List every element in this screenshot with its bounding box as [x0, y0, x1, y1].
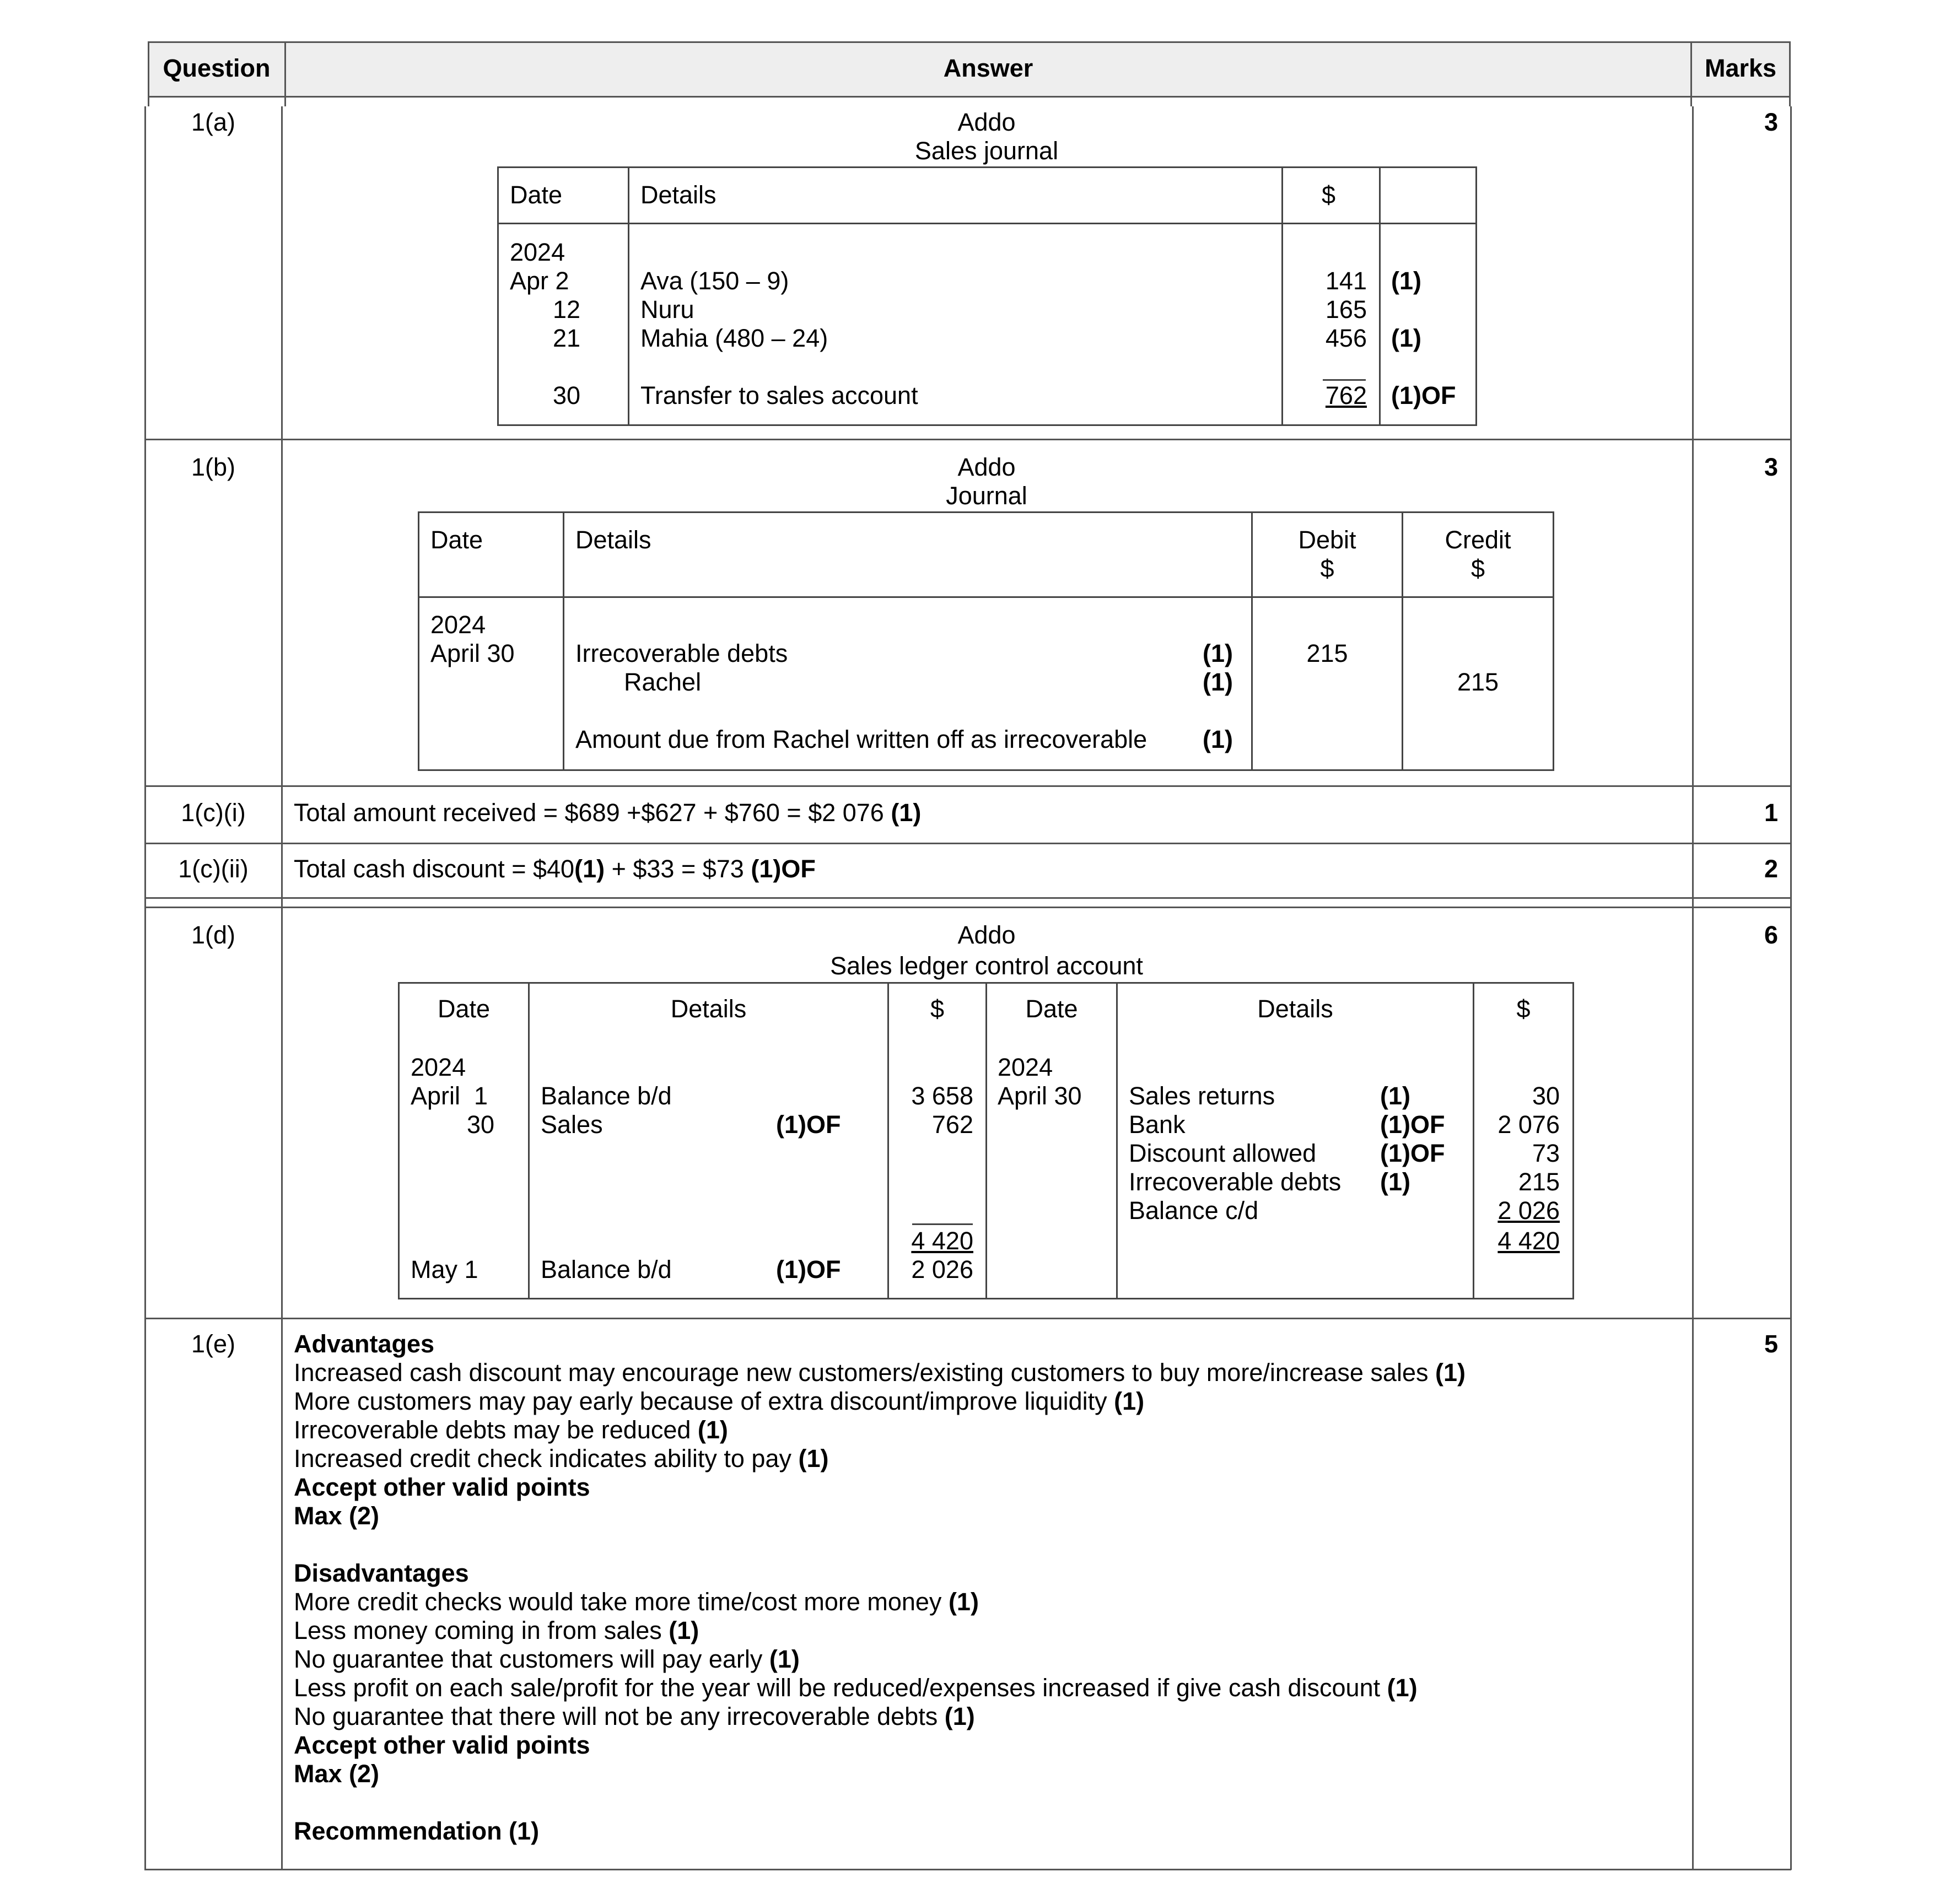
rule [418, 511, 1554, 513]
credit-row-amount: 73 [1532, 1139, 1560, 1167]
rule [148, 96, 1789, 98]
account-title: Sales ledger control account [830, 952, 1143, 980]
col-debit-currency: $ [1320, 554, 1334, 582]
point-mark: (1) [948, 1588, 979, 1616]
credit-row-details: Balance c/d [1129, 1196, 1259, 1225]
list-item [294, 1702, 1683, 1731]
debit-row-amount: 3 658 [911, 1082, 973, 1110]
max-note: Max (2) [294, 1502, 380, 1530]
credit-account: Rachel [624, 668, 702, 696]
point-mark: (1) [1387, 1674, 1418, 1702]
question-id: 1(c)(ii) [178, 855, 249, 883]
list-item [294, 1588, 1683, 1616]
credit-amount-header: $ [1516, 995, 1531, 1023]
rule [1692, 106, 1694, 1870]
question-marks: 5 [1764, 1330, 1778, 1358]
rule [281, 106, 283, 1870]
rule [418, 596, 1554, 598]
row-mark: (1) [1391, 267, 1421, 295]
credit-row-amount: 30 [1532, 1082, 1560, 1110]
rule [497, 424, 1477, 426]
col-credit-currency: $ [1470, 554, 1485, 582]
rule [563, 511, 564, 771]
credit-row-amount: 2 026 [1497, 1196, 1560, 1225]
debit-amount-header: $ [930, 995, 945, 1023]
row-amount: 165 [1325, 295, 1367, 323]
question-marks: 2 [1764, 855, 1778, 883]
credit-row-amount: 215 [1518, 1168, 1560, 1196]
advantages-heading: Advantages [294, 1330, 435, 1358]
credit-row-details: Irrecoverable debts [1129, 1168, 1342, 1196]
point-text: Less profit on each sale/profit for the year will be reduced/expenses increased if give cash discount [294, 1674, 1387, 1702]
rule [144, 907, 1791, 908]
col-debit-header: Debit [1298, 526, 1356, 554]
question-id: 1(d) [191, 921, 236, 949]
credit-row-mark: (1) [1380, 1168, 1410, 1196]
answer-body [294, 1330, 1683, 1846]
credit-year: 2024 [998, 1053, 1053, 1081]
total-rule [912, 1223, 973, 1225]
credit-row-amount: 2 076 [1497, 1110, 1560, 1139]
rule [144, 897, 1791, 899]
year: 2024 [430, 611, 486, 639]
credit-row-details: Discount allowed [1129, 1139, 1317, 1167]
list-item [294, 1674, 1683, 1702]
account-owner: Addo [957, 921, 1016, 949]
rule [1379, 166, 1381, 426]
credit-row-mark: (1)OF [1380, 1139, 1445, 1167]
row-mark: (1) [1391, 324, 1421, 352]
credit-row-details: Bank [1129, 1110, 1186, 1139]
answer-text [294, 799, 921, 827]
debit-row-mark: (1)OF [776, 1110, 841, 1139]
calculation-a: Total cash discount = $40 [294, 855, 575, 883]
account-owner: Addo [957, 108, 1016, 136]
row-details: Nuru [640, 295, 694, 323]
credit-date-header: Date [1025, 995, 1078, 1023]
entry-date: April 30 [430, 639, 515, 667]
rule [144, 1869, 1791, 1870]
mark-a: (1) [574, 855, 605, 883]
max-note: Max (2) [294, 1760, 380, 1788]
row-date: Apr 2 [510, 267, 569, 295]
row-details: Transfer to sales account [640, 381, 918, 409]
narrative: Amount due from Rachel written off as irrecoverable [575, 725, 1148, 753]
credit-total: 4 420 [1497, 1227, 1560, 1255]
debit-year: 2024 [411, 1053, 466, 1081]
rule [148, 41, 1789, 43]
list-item [294, 1387, 1683, 1416]
rule [144, 843, 1791, 844]
accept-note: Accept other valid points [294, 1731, 590, 1759]
col-date-header: Date [430, 526, 483, 554]
credit-row-mark: (1)OF [1380, 1110, 1445, 1139]
debit-total: 4 420 [911, 1227, 973, 1255]
point-mark: (1) [697, 1416, 728, 1444]
col-details-header: Details [640, 181, 717, 209]
rule [1572, 982, 1574, 1299]
row-mark: (1)OF [1391, 381, 1456, 409]
rule [144, 439, 1791, 440]
point-text: Increased cash discount may encourage new customers/existing customers to buy more/increase sales [294, 1358, 1435, 1387]
debit-closing-date: May 1 [411, 1255, 478, 1283]
answer-text [294, 855, 816, 883]
point-mark: (1) [669, 1616, 699, 1644]
answer-column-header: Answer [943, 54, 1033, 82]
question-column-header: Question [163, 54, 271, 82]
accept-note: Accept other valid points [294, 1473, 590, 1501]
list-item [294, 1444, 1683, 1473]
rule [144, 1318, 1791, 1319]
rule [497, 223, 1477, 224]
debit-closing-mark: (1)OF [776, 1255, 841, 1283]
rule [985, 982, 987, 1299]
point-text: Less money coming in from sales [294, 1616, 669, 1644]
row-date: 30 [552, 381, 580, 409]
marks-column-header: Marks [1704, 54, 1777, 82]
row-amount: 141 [1325, 267, 1367, 295]
col-details-header: Details [575, 526, 651, 554]
debit-account-mark: (1) [1203, 639, 1233, 667]
question-marks: 3 [1764, 108, 1778, 136]
journal-title: Sales journal [914, 137, 1059, 165]
rule [398, 982, 400, 1299]
debit-closing-details: Balance b/d [541, 1255, 672, 1283]
question-marks: 1 [1764, 799, 1778, 827]
question-id: 1(a) [191, 108, 236, 136]
year: 2024 [510, 238, 565, 266]
account-owner: Addo [957, 453, 1016, 481]
list-item [294, 1616, 1683, 1645]
rule [1475, 166, 1477, 426]
debit-row-amount: 762 [931, 1110, 973, 1139]
point-mark: (1) [1114, 1387, 1145, 1415]
rule [1116, 982, 1118, 1299]
mark-b: (1)OF [751, 855, 816, 883]
debit-closing-amount: 2 026 [911, 1255, 973, 1283]
credit-row-mark: (1) [1380, 1082, 1410, 1110]
col-date-header: Date [510, 181, 563, 209]
question-marks: 3 [1764, 453, 1778, 481]
list-item [294, 1358, 1683, 1387]
point-text: More credit checks would take more time/cost more money [294, 1588, 949, 1616]
debit-row-details: Sales [541, 1110, 603, 1139]
credit-row-details: Sales returns [1129, 1082, 1275, 1110]
debit-row-date: 30 [466, 1110, 494, 1139]
debit-account: Irrecoverable debts [575, 639, 788, 667]
disadvantages-heading: Disadvantages [294, 1559, 469, 1587]
recommendation: Recommendation (1) [294, 1817, 540, 1845]
total-rule [1323, 379, 1366, 381]
debit-date-header: Date [437, 995, 491, 1023]
rule [418, 769, 1554, 771]
calculation-b: + $33 = $73 [605, 855, 751, 883]
rule [144, 785, 1791, 787]
point-text: No guarantee that there will not be any irrecoverable debts [294, 1702, 945, 1730]
mark: (1) [891, 799, 922, 827]
point-text: No guarantee that customers will pay early [294, 1645, 769, 1673]
debit-details-header: Details [670, 995, 747, 1023]
calculation: Total amount received = $689 +$627 + $760 = $2 076 [294, 799, 891, 827]
narrative-mark: (1) [1203, 725, 1233, 753]
question-id: 1(b) [191, 453, 236, 481]
rule [1790, 106, 1792, 1870]
row-amount: 456 [1325, 324, 1367, 352]
debit-row-date: April 1 [411, 1082, 488, 1110]
point-text: Irrecoverable debts may be reduced [294, 1416, 698, 1444]
point-mark: (1) [769, 1645, 800, 1673]
point-text: Increased credit check indicates ability to pay [294, 1444, 799, 1473]
list-item [294, 1416, 1683, 1444]
rule [1281, 166, 1283, 426]
point-text: More customers may pay early because of extra discount/improve liquidity [294, 1387, 1114, 1415]
point-mark: (1) [798, 1444, 829, 1473]
question-marks: 6 [1764, 921, 1778, 949]
journal-title: Journal [946, 482, 1027, 510]
row-details: Mahia (480 – 24) [640, 324, 828, 352]
row-date: 21 [552, 324, 580, 352]
list-item [294, 1645, 1683, 1674]
rule [628, 166, 629, 426]
row-details: Ava (150 – 9) [640, 267, 789, 295]
debit-row-details: Balance b/d [541, 1082, 672, 1110]
rule [497, 166, 499, 426]
col-credit-header: Credit [1445, 526, 1511, 554]
credit-account-mark: (1) [1203, 668, 1233, 696]
question-id: 1(c)(i) [181, 799, 246, 827]
col-amount-header: $ [1322, 181, 1336, 209]
rule [144, 106, 146, 1870]
rule [1553, 511, 1554, 771]
row-amount: 762 [1325, 381, 1367, 409]
question-id: 1(e) [191, 1330, 236, 1358]
rule [418, 511, 419, 771]
point-mark: (1) [1435, 1358, 1466, 1387]
credit-amount: 215 [1457, 668, 1499, 696]
credit-details-header: Details [1257, 995, 1333, 1023]
rule [528, 982, 530, 1299]
point-mark: (1) [944, 1702, 975, 1730]
debit-amount: 215 [1306, 639, 1348, 667]
rule [497, 166, 1477, 168]
credit-date: April 30 [998, 1082, 1082, 1110]
row-date: 12 [552, 295, 580, 323]
